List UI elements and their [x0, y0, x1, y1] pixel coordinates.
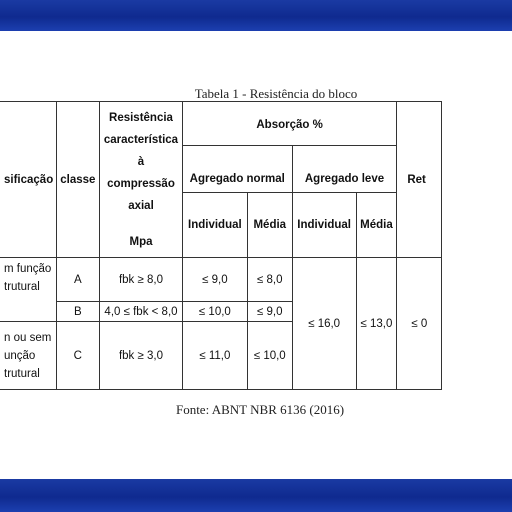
- header-individual: Individual: [292, 193, 356, 258]
- resist-line: Mpa: [129, 235, 153, 248]
- resistance-table: [0, 101, 442, 390]
- resist-line: característica: [103, 133, 179, 146]
- row-resistencia: 4,0 ≤ fbk < 8,0: [100, 302, 183, 322]
- row-normal-individual: ≤ 9,0: [182, 258, 247, 302]
- row-classificacao: [0, 258, 56, 322]
- row-classe: A: [56, 258, 99, 302]
- row-normal-individual: ≤ 11,0: [182, 322, 247, 390]
- row-classe: B: [56, 302, 99, 322]
- classificacao-line: trutural: [4, 367, 40, 380]
- header-individual: Individual: [182, 193, 247, 258]
- resist-line: axial: [128, 199, 154, 212]
- header-agregado-normal: Agregado normal: [182, 146, 292, 193]
- header-absorcao: Absorção %: [182, 102, 396, 146]
- resist-line: compressão: [107, 177, 175, 190]
- row-resistencia: fbk ≥ 3,0: [100, 322, 183, 390]
- header-agregado-leve: Agregado leve: [292, 146, 397, 193]
- leve-media: ≤ 13,0: [356, 258, 397, 390]
- row-normal-individual: ≤ 10,0: [182, 302, 247, 322]
- header-media: Média: [247, 193, 292, 258]
- table-row: [0, 258, 442, 302]
- bottom-blue-band: [0, 479, 512, 512]
- header-classificacao: sificação: [0, 102, 56, 258]
- slide: [0, 31, 512, 479]
- header-classe: classe: [56, 102, 99, 258]
- classificacao-line: n ou sem: [4, 331, 52, 344]
- resist-line: [100, 217, 182, 231]
- header-resistencia: [100, 102, 183, 258]
- header-media: Média: [356, 193, 397, 258]
- top-blue-band: [0, 0, 512, 31]
- retracao-value: ≤ 0: [397, 258, 442, 390]
- row-resistencia: fbk ≥ 8,0: [100, 258, 183, 302]
- row-normal-media: ≤ 9,0: [247, 302, 292, 322]
- resist-line: Resistência: [109, 111, 173, 124]
- resist-line: à: [137, 155, 145, 168]
- classificacao-line: unção: [4, 349, 36, 362]
- row-classe: C: [56, 322, 99, 390]
- header-retracao: Ret: [397, 102, 442, 258]
- row-normal-media: ≤ 10,0: [247, 322, 292, 390]
- table-source: Fonte: ABNT NBR 6136 (2016): [175, 402, 345, 417]
- classificacao-line: m função: [4, 263, 52, 275]
- leve-individual: ≤ 16,0: [292, 258, 356, 390]
- table-title: Tabela 1 - Resistência do bloco: [194, 86, 358, 101]
- row-normal-media: ≤ 8,0: [247, 258, 292, 302]
- row-classificacao: [0, 322, 56, 390]
- classificacao-line: trutural: [4, 281, 40, 293]
